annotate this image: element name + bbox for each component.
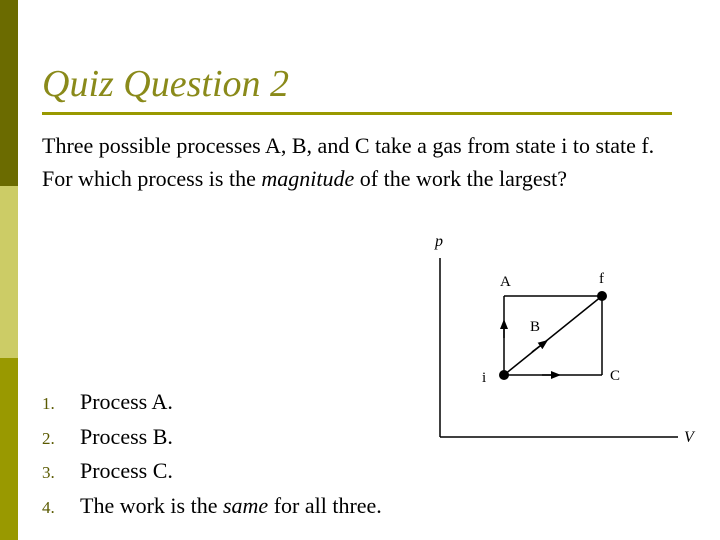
answer-list	[42, 389, 462, 527]
answer-option-2[interactable]	[42, 424, 462, 459]
answer-number: 2.	[42, 428, 55, 448]
label-i: i	[482, 370, 487, 386]
answer-option-4[interactable]	[42, 493, 462, 528]
answer-text: Process B.	[80, 423, 173, 449]
decor-bar-bottom	[0, 358, 18, 540]
pv-diagram	[420, 228, 710, 458]
process-b-diagonal	[504, 296, 602, 375]
label-a: A	[500, 274, 511, 290]
label-f: f	[599, 271, 604, 287]
answer-4-before: The work is the	[80, 492, 223, 518]
label-b: B	[530, 319, 541, 335]
answer-number: 3.	[42, 463, 55, 482]
state-f-point	[597, 291, 607, 301]
question-line-2	[42, 165, 692, 192]
answer-4-after: for all three.	[268, 492, 382, 518]
answer-text: Process A.	[80, 389, 173, 414]
slide-title: Quiz Question 2	[42, 63, 289, 105]
title-divider	[42, 112, 672, 115]
answer-option-3[interactable]	[42, 458, 462, 493]
pv-diagram-svg	[420, 228, 710, 453]
answer-4-emphasis: same	[222, 492, 269, 518]
question-text	[42, 132, 692, 192]
answer-option-1[interactable]	[42, 389, 462, 424]
answer-number: 1.	[42, 394, 55, 413]
decor-bar-middle	[0, 186, 18, 358]
question-line-2-before: For which process is the	[42, 166, 262, 191]
p-axis-label: p	[435, 233, 443, 250]
label-c: C	[610, 368, 621, 384]
answer-number: 4.	[42, 497, 55, 517]
question-emphasis: magnitude	[261, 166, 355, 191]
decor-bar-top	[0, 0, 18, 186]
answer-text: Process C.	[80, 458, 173, 483]
question-line-2-after: of the work the largest?	[354, 166, 568, 191]
v-axis-label: V	[684, 429, 694, 446]
answer-text	[80, 493, 382, 519]
process-b-arrow	[532, 343, 544, 352]
question-line-1: Three possible processes A, B, and C take a gas from state i to state f.	[42, 133, 655, 158]
state-i-point	[499, 370, 509, 380]
